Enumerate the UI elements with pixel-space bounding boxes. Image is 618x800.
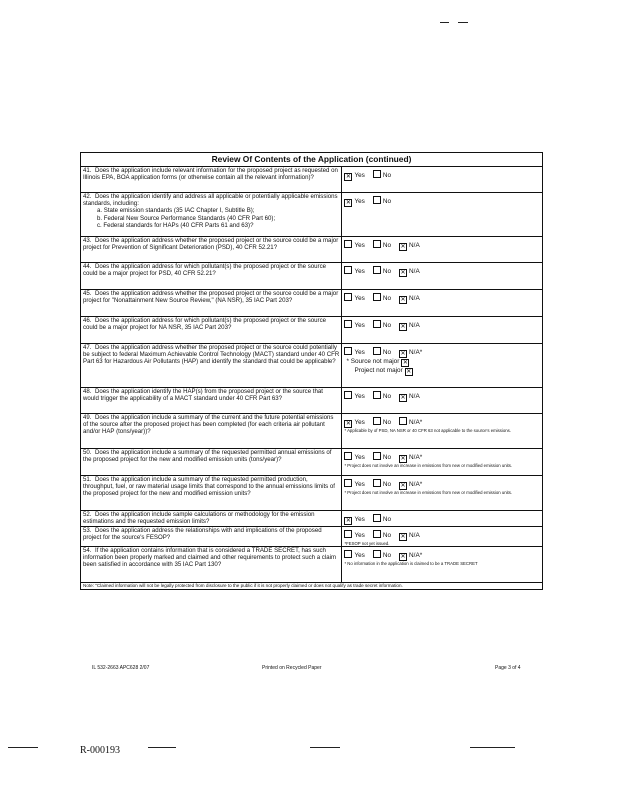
answer-extra bbox=[344, 367, 540, 376]
checked-box-icon[interactable]: ✕ bbox=[345, 174, 351, 180]
answer-option[interactable] bbox=[399, 393, 420, 402]
answer-footnote: * Project does not involve an increase in emissions from new or modified emission units. bbox=[344, 490, 513, 495]
question-text: Does the application address whether the proposed project or the source could be a major project for "Nonattainment New Source Review," (NA NSR), 35 IAC Part 203? bbox=[83, 290, 339, 305]
answer-option-label: No bbox=[382, 268, 392, 275]
checked-box-icon[interactable]: ✕ bbox=[400, 297, 406, 303]
answer-option-label: No bbox=[382, 242, 392, 249]
checked-box-icon[interactable]: ✕ bbox=[345, 421, 351, 427]
question-row bbox=[81, 449, 543, 476]
answer-option[interactable] bbox=[373, 240, 391, 250]
form-header-row bbox=[81, 153, 543, 167]
checkbox-icon[interactable] bbox=[373, 417, 381, 425]
answer-option-label: No bbox=[382, 322, 392, 329]
answer-option[interactable] bbox=[344, 320, 364, 330]
question-text-cell bbox=[81, 388, 342, 414]
question-number: 54. bbox=[83, 547, 92, 554]
question-text-cell bbox=[81, 263, 342, 290]
answer-option[interactable] bbox=[373, 530, 391, 540]
answer-option[interactable] bbox=[344, 419, 364, 428]
answer-cell bbox=[342, 449, 543, 476]
answer-option-label: No bbox=[382, 516, 392, 523]
question-sub-item: c. Federal standards for HAPs (40 CFR Parts 61 and 63)? bbox=[97, 221, 254, 229]
answer-option-label: Yes bbox=[354, 349, 365, 356]
page-number: Page 3 of 4 bbox=[495, 665, 521, 671]
question-row bbox=[81, 290, 543, 317]
question-number: 45. bbox=[83, 290, 92, 297]
checkbox-icon[interactable] bbox=[344, 530, 352, 538]
answer-option[interactable] bbox=[373, 452, 391, 462]
answer-option-label: N/A bbox=[409, 393, 420, 400]
answer-option[interactable] bbox=[344, 550, 364, 560]
answer-option[interactable] bbox=[344, 516, 364, 525]
scan-mark bbox=[470, 747, 515, 748]
answer-cell bbox=[342, 511, 543, 527]
checked-box-icon[interactable]: ✕ bbox=[345, 200, 351, 206]
checked-box-icon[interactable]: ✕ bbox=[400, 456, 406, 462]
answer-option-label: N/A* bbox=[409, 481, 423, 488]
answer-option-label: Yes bbox=[354, 552, 365, 559]
question-number: 48. bbox=[83, 388, 92, 395]
answer-cell bbox=[342, 237, 543, 263]
checkbox-icon[interactable] bbox=[373, 240, 381, 248]
answer-option[interactable] bbox=[373, 479, 391, 489]
question-text-cell bbox=[81, 344, 342, 388]
question-text: Does the application include a summary of the requested permitted annual emissions of the proposed project for the new and modified emission units (tons/year)? bbox=[83, 449, 332, 464]
answer-option[interactable] bbox=[373, 196, 391, 206]
checked-box-icon[interactable]: ✕ bbox=[400, 244, 406, 250]
answer-option-label: Yes bbox=[354, 242, 365, 249]
answer-option-label: N/A* bbox=[409, 349, 423, 356]
answer-option[interactable] bbox=[399, 322, 420, 331]
checkbox-icon[interactable] bbox=[344, 391, 352, 399]
question-text-cell bbox=[81, 449, 342, 476]
answer-option[interactable] bbox=[344, 240, 364, 250]
form-title: Review Of Contents of the Application (continued) bbox=[81, 153, 543, 167]
checkbox-icon[interactable] bbox=[373, 196, 381, 204]
checked-box-icon[interactable]: ✕ bbox=[400, 554, 406, 560]
question-number: 50. bbox=[83, 449, 92, 456]
answer-option[interactable] bbox=[344, 172, 364, 181]
answer-option-label: Yes bbox=[354, 322, 365, 329]
answer-cell bbox=[342, 344, 543, 388]
question-row bbox=[81, 317, 543, 344]
answer-option-label: No bbox=[382, 349, 392, 356]
checked-box-icon[interactable]: ✕ bbox=[400, 483, 406, 489]
question-row bbox=[81, 237, 543, 263]
question-number: 47. bbox=[83, 344, 92, 351]
scan-mark bbox=[458, 22, 468, 23]
question-number: 43. bbox=[83, 237, 92, 244]
answer-option[interactable] bbox=[373, 417, 391, 427]
scan-mark bbox=[310, 747, 340, 748]
answer-option[interactable] bbox=[344, 266, 364, 276]
answer-option-label: No bbox=[382, 172, 392, 179]
question-sub-item: b. Federal New Source Performance Standards (40 CFR Part 60); bbox=[97, 214, 276, 222]
answer-option-label: N/A bbox=[409, 532, 420, 539]
question-text-cell bbox=[81, 167, 342, 193]
checked-box-icon[interactable]: ✕ bbox=[402, 360, 408, 366]
answer-option-label: Yes bbox=[354, 454, 365, 461]
answer-option-label: No bbox=[382, 198, 392, 205]
question-text: If the application contains information that is considered a TRADE SECRET, has such information been properly marked and claimed and other requirements to protect such a claim been satisfied in accordance with 35 IAC Part 130? bbox=[83, 547, 337, 569]
answer-extra-label: * Source not major bbox=[346, 358, 400, 365]
answer-option-label: No bbox=[382, 552, 392, 559]
answer-footnote: * No information in the application is claimed to be a TRADE SECRET bbox=[344, 561, 478, 566]
question-row bbox=[81, 193, 543, 237]
answer-cell bbox=[342, 263, 543, 290]
answer-option-label: N/A* bbox=[409, 552, 423, 559]
answer-option-label: N/A* bbox=[409, 419, 423, 426]
answer-cell bbox=[342, 167, 543, 193]
question-text: Does the application address whether the proposed project or the source could potentially be subject to federal Maximum Achievable Control Technology (MACT) standard under 40 CFR Part 63 for Hazardous Air Pollutants (HAP) and identify the standard that could be applicable? bbox=[83, 344, 340, 366]
answer-option[interactable] bbox=[399, 454, 422, 463]
checked-box-icon[interactable]: ✕ bbox=[400, 324, 406, 330]
answer-option[interactable] bbox=[399, 268, 420, 277]
question-row bbox=[81, 263, 543, 290]
answer-option-label: No bbox=[382, 393, 392, 400]
answer-option-label: N/A bbox=[409, 295, 420, 302]
answer-extra-label: Project not major bbox=[354, 367, 403, 374]
question-text-cell bbox=[81, 547, 342, 583]
answer-footnote: *FESOP not yet issued. bbox=[344, 541, 390, 546]
question-number: 49. bbox=[83, 414, 92, 421]
checkbox-icon[interactable] bbox=[373, 452, 381, 460]
answer-option[interactable] bbox=[344, 293, 364, 303]
answer-option[interactable] bbox=[373, 514, 391, 524]
checkbox-icon[interactable] bbox=[373, 391, 381, 399]
checkbox-icon[interactable] bbox=[344, 452, 352, 460]
checkbox-icon[interactable] bbox=[373, 170, 381, 178]
checkbox-icon[interactable] bbox=[344, 550, 352, 558]
question-text-cell bbox=[81, 290, 342, 317]
question-text: Does the application address for which pollutant(s) the proposed project or the source could be a major project for PSD, 40 CFR 52.21? bbox=[83, 263, 327, 278]
answer-option-label: Yes bbox=[354, 295, 365, 302]
answer-option[interactable] bbox=[344, 198, 364, 207]
trade-secret-note: Note: "Claimed information will not be legally protected from disclosure to the public if it is not properly claimed or does not qualify as trade secret information. bbox=[81, 583, 543, 590]
question-number: 42. bbox=[83, 193, 92, 200]
answer-cell bbox=[342, 414, 543, 449]
answer-option[interactable] bbox=[344, 452, 364, 462]
answer-cell bbox=[342, 476, 543, 511]
answer-option-label: Yes bbox=[354, 516, 365, 523]
answer-option[interactable] bbox=[344, 391, 364, 401]
question-row bbox=[81, 414, 543, 449]
checked-box-icon[interactable]: ✕ bbox=[400, 351, 406, 357]
review-form-table bbox=[80, 152, 543, 590]
checked-box-icon[interactable]: ✕ bbox=[400, 270, 406, 276]
question-text: Does the application identify the HAP(s) from the proposed project or the source that would trigger the applicability of a MACT standard under 40 CFR Part 63? bbox=[83, 388, 323, 403]
question-row bbox=[81, 511, 543, 527]
question-text: Does the application include sample calculations or methodology for the emission estimations and the requested emission limits? bbox=[83, 511, 315, 526]
checkbox-icon[interactable] bbox=[373, 530, 381, 538]
scan-mark bbox=[148, 747, 176, 748]
answer-option[interactable] bbox=[399, 242, 420, 251]
scan-mark bbox=[440, 22, 449, 23]
answer-option[interactable] bbox=[344, 530, 364, 540]
checkbox-icon[interactable] bbox=[344, 347, 352, 355]
form-note-row bbox=[81, 583, 543, 590]
checked-box-icon[interactable]: ✕ bbox=[400, 395, 406, 401]
answer-option-label: Yes bbox=[354, 481, 365, 488]
answer-extra bbox=[344, 358, 540, 367]
question-row bbox=[81, 547, 543, 583]
answer-option-label: No bbox=[382, 295, 392, 302]
question-number: 46. bbox=[83, 317, 92, 324]
question-text: Does the application include a summary of the current and the future potential emissions of the source after the proposed project has been completed (for each criteria air pollutant and/or HAP (tons/year))? bbox=[83, 414, 334, 436]
answer-option[interactable] bbox=[373, 320, 391, 330]
question-row bbox=[81, 476, 543, 511]
answer-option-label: No bbox=[382, 454, 392, 461]
checkbox-icon[interactable] bbox=[344, 479, 352, 487]
question-text: Does the application address the relationships with and implications of the proposed project for the source's FESOP? bbox=[83, 527, 322, 542]
scan-mark bbox=[8, 747, 38, 748]
question-number: 44. bbox=[83, 263, 92, 270]
answer-cell bbox=[342, 388, 543, 414]
question-number: 53. bbox=[83, 527, 92, 534]
answer-option-label: N/A bbox=[409, 322, 420, 329]
question-text-cell bbox=[81, 317, 342, 344]
document-code: R-000193 bbox=[80, 745, 120, 756]
answer-footnote: * Applicable by of PSD, NA NSR or 40 CFR 63 not applicable to the source's emissions. bbox=[344, 428, 512, 433]
question-sub-item: a. State emission standards (35 IAC Chapter I, Subtitle B); bbox=[97, 207, 255, 215]
answer-cell bbox=[342, 547, 543, 583]
form-code: IL 532-2663 APC628 2/07 bbox=[92, 665, 150, 671]
checkbox-icon[interactable] bbox=[344, 293, 352, 301]
answer-option-label: Yes bbox=[354, 532, 365, 539]
question-text-cell bbox=[81, 237, 342, 263]
checkbox-icon[interactable] bbox=[373, 320, 381, 328]
question-text: Does the application identify and address all applicable or potentially applicable emissions standards, including: bbox=[83, 193, 338, 208]
checkbox-icon[interactable] bbox=[373, 347, 381, 355]
question-text-cell bbox=[81, 414, 342, 449]
question-number: 41. bbox=[83, 167, 92, 174]
question-row bbox=[81, 388, 543, 414]
answer-option-label: No bbox=[382, 481, 392, 488]
answer-cell bbox=[342, 290, 543, 317]
answer-option[interactable] bbox=[399, 349, 422, 358]
question-text: Does the application include a summary of the requested permitted production, throughput, fuel, or raw material usage limits that correspond to the annual emissions limits of the proposed project for the new and modified emission units? bbox=[83, 476, 335, 498]
answer-option[interactable] bbox=[373, 170, 391, 180]
answer-option-label: Yes bbox=[354, 393, 365, 400]
checked-box-icon[interactable]: ✕ bbox=[406, 369, 412, 375]
question-text-cell bbox=[81, 476, 342, 511]
checkbox-icon[interactable] bbox=[373, 479, 381, 487]
answer-option[interactable] bbox=[344, 347, 364, 357]
answer-option-label: N/A bbox=[409, 242, 420, 249]
answer-option-label: Yes bbox=[354, 198, 365, 205]
checkbox-icon[interactable] bbox=[373, 293, 381, 301]
answer-option[interactable] bbox=[399, 295, 420, 304]
question-text: Does the application address for which pollutant(s) the proposed project or the source could be a major project for NA NSR, 35 IAC Part 203? bbox=[83, 317, 327, 332]
answer-option[interactable] bbox=[344, 479, 364, 489]
question-row bbox=[81, 167, 543, 193]
checkbox-icon[interactable] bbox=[399, 417, 407, 425]
checkbox-icon[interactable] bbox=[373, 514, 381, 522]
checked-box-icon[interactable]: ✕ bbox=[400, 534, 406, 540]
answer-option[interactable] bbox=[399, 552, 422, 561]
question-number: 52. bbox=[83, 511, 92, 518]
answer-option[interactable] bbox=[373, 347, 391, 357]
answer-footnote: * Project does not involve an increase in emissions from new or modified emission units. bbox=[344, 463, 513, 468]
answer-option[interactable] bbox=[399, 417, 422, 427]
answer-option-label: No bbox=[382, 419, 392, 426]
answer-cell bbox=[342, 193, 543, 237]
checkbox-icon[interactable] bbox=[373, 550, 381, 558]
question-text-cell bbox=[81, 511, 342, 527]
answer-option[interactable] bbox=[373, 293, 391, 303]
answer-cell bbox=[342, 317, 543, 344]
checked-box-icon[interactable]: ✕ bbox=[345, 518, 351, 524]
checkbox-icon[interactable] bbox=[344, 240, 352, 248]
question-text-cell bbox=[81, 193, 342, 237]
answer-option-label: Yes bbox=[354, 419, 365, 426]
question-row bbox=[81, 344, 543, 388]
question-text: Does the application address whether the proposed project or the source could be a major project for Prevention of Significant Deterioration (PSD), 40 CFR 52.21? bbox=[83, 237, 339, 252]
answer-option[interactable] bbox=[399, 532, 420, 541]
answer-option[interactable] bbox=[373, 266, 391, 276]
checkbox-icon[interactable] bbox=[344, 320, 352, 328]
checkbox-icon[interactable] bbox=[344, 266, 352, 274]
answer-cell bbox=[342, 527, 543, 547]
answer-option[interactable] bbox=[373, 391, 391, 401]
answer-option-label: No bbox=[382, 532, 392, 539]
question-text-cell bbox=[81, 527, 342, 547]
question-number: 51. bbox=[83, 476, 92, 483]
checkbox-icon[interactable] bbox=[373, 266, 381, 274]
answer-option-label: Yes bbox=[354, 172, 365, 179]
answer-option-label: N/A* bbox=[409, 454, 423, 461]
question-text: Does the application include relevant information for the proposed project as requested on Illinois EPA, BOA application forms (or otherwise contain all the relevant information)? bbox=[83, 167, 338, 182]
answer-option-label: Yes bbox=[354, 268, 365, 275]
answer-option[interactable] bbox=[373, 550, 391, 560]
question-row bbox=[81, 527, 543, 547]
answer-option[interactable] bbox=[399, 481, 422, 490]
recycled-paper-note: Printed on Recycled Paper bbox=[262, 665, 322, 671]
answer-option-label: N/A bbox=[409, 268, 420, 275]
